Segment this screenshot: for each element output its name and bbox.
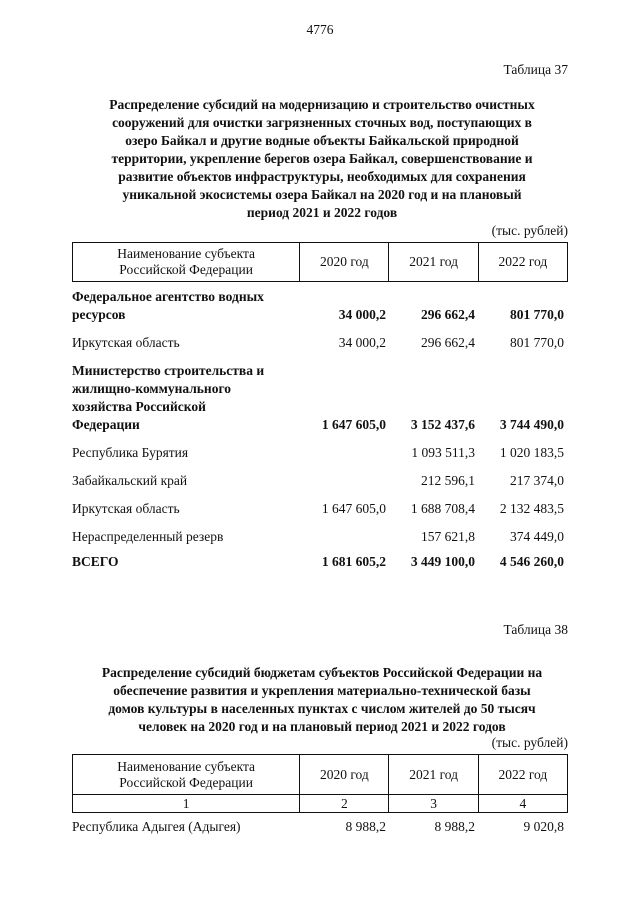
header-name-cell [73, 243, 300, 282]
table-row [72, 288, 568, 324]
row-value-2021: 3 449 100,0 [410, 554, 475, 569]
column-number-2: 2 [300, 795, 389, 813]
row-value-2022: 3 744 490,0 [499, 417, 564, 432]
row-name-line: Нераспределенный резерв [72, 529, 224, 544]
row-name [72, 818, 300, 836]
table37-header [72, 242, 568, 282]
table-row [72, 818, 568, 836]
row-name [72, 500, 300, 518]
row-name-line: Забайкальский край [72, 473, 188, 488]
row-value-2020: 1 647 605,0 [321, 417, 386, 432]
column-number-1: 1 [73, 795, 300, 813]
row-name-line: ресурсов [72, 307, 126, 322]
row-name-line: Республика Адыгея (Адыгея) [72, 819, 241, 834]
row-name-line: Федеральное агентство водных [72, 289, 264, 304]
header-name-cell [73, 755, 300, 795]
row-name-line: Федерации [72, 417, 140, 432]
row-value-2022: 1 020 183,5 [499, 445, 564, 460]
table-row [72, 444, 568, 462]
row-name-line: Иркутская область [72, 335, 180, 350]
row-value-2020: 1 681 605,2 [321, 554, 386, 569]
row-value-2021: 3 152 437,6 [410, 417, 475, 432]
header-year-2021: 2021 год [389, 243, 478, 282]
table-row [72, 472, 568, 490]
row-value-2021: 296 662,4 [421, 335, 475, 350]
table37-title-line: территории, укрепление берегов озера Байкал, совершенствование и [111, 151, 533, 166]
row-value-2021: 1 093 511,3 [411, 445, 475, 460]
row-name-line: жилищно-коммунального [72, 381, 232, 396]
row-name [72, 472, 300, 490]
row-name-line: хозяйства Российской [72, 399, 206, 414]
table37-label: Таблица 37 [503, 62, 568, 77]
table-row [72, 362, 568, 434]
table38-title-line: обеспечение развития и укрепления материально-технической базы [113, 683, 531, 698]
row-value-2022: 217 374,0 [510, 473, 564, 488]
table37-rows [72, 288, 568, 571]
row-name [72, 528, 300, 546]
table37-title [78, 96, 566, 222]
row-value-2022: 4 546 260,0 [499, 554, 564, 569]
table38-title [78, 664, 566, 736]
row-name [72, 553, 300, 571]
table38-title-line: Распределение субсидий бюджетам субъектов Российской Федерации на [101, 665, 543, 680]
row-value-2022: 374 449,0 [510, 529, 564, 544]
header-year-2020: 2020 год [300, 243, 389, 282]
table37-units: (тыс. рублей) [491, 223, 568, 238]
row-value-2020: 8 988,2 [345, 819, 386, 834]
row-name [72, 362, 300, 434]
table38-label: Таблица 38 [503, 622, 568, 637]
header-name-line: Российской Федерации [119, 262, 253, 277]
table38-title-line: домов культуры в населенных пунктах с числом жителей до 50 тысяч [108, 701, 536, 716]
header-year-2021: 2021 год [389, 755, 478, 795]
row-value-2021: 212 596,1 [421, 473, 475, 488]
table-row [72, 334, 568, 352]
header-year-2022: 2022 год [478, 243, 567, 282]
header-name-line: Наименование субъекта [117, 758, 256, 774]
row-value-2022: 9 020,8 [523, 819, 564, 834]
table37-title-line: уникальной экосистемы озера Байкал на 2020 год и на плановый [122, 187, 522, 202]
row-value-2020: 34 000,2 [338, 335, 386, 350]
table38-title-line: человек на 2020 год и на плановый период 2021 и 2022 годов [138, 719, 506, 734]
row-name-line: Министерство строительства и [72, 363, 265, 378]
table-row [72, 553, 568, 571]
row-name-line: Иркутская область [72, 501, 180, 516]
row-value-2022: 801 770,0 [510, 335, 564, 350]
row-name-line: ВСЕГО [72, 554, 119, 569]
row-name [72, 444, 300, 462]
row-value-2022: 801 770,0 [510, 307, 564, 322]
row-value-2020: 1 647 605,0 [321, 501, 386, 516]
row-name [72, 334, 300, 352]
row-value-2022: 2 132 483,5 [499, 501, 564, 516]
header-year-2020: 2020 год [300, 755, 389, 795]
row-value-2021: 157 621,8 [421, 529, 475, 544]
column-number-4: 4 [478, 795, 567, 813]
table-row [72, 500, 568, 518]
row-name [72, 288, 300, 324]
page-number: 4776 [306, 22, 334, 37]
row-value-2021: 8 988,2 [434, 819, 475, 834]
table37-title-line: развитие объектов инфраструктуры, необходимых для сохранения [118, 169, 526, 184]
row-value-2021: 296 662,4 [421, 307, 475, 322]
table37-title-line: озеро Байкал и другие водные объекты Байкальской природной [125, 133, 519, 148]
row-name-line: Республика Бурятия [72, 445, 189, 460]
row-value-2021: 1 688 708,4 [410, 501, 475, 516]
header-year-2022: 2022 год [478, 755, 567, 795]
table38-rows [72, 818, 568, 836]
table37-title-line: Распределение субсидий на модернизацию и строительство очистных [109, 97, 535, 112]
row-value-2020: 34 000,2 [338, 307, 386, 322]
table38-units: (тыс. рублей) [491, 735, 568, 750]
table38-header [72, 754, 568, 813]
header-name-line: Наименование субъекта [117, 246, 256, 261]
table37-title-line: период 2021 и 2022 годов [246, 205, 398, 220]
header-name-line: Российской Федерации [119, 774, 253, 790]
column-number-3: 3 [389, 795, 478, 813]
table-row [72, 528, 568, 546]
table37-title-line: сооружений для очистки загрязненных сточных вод, поступающих в [112, 115, 532, 130]
